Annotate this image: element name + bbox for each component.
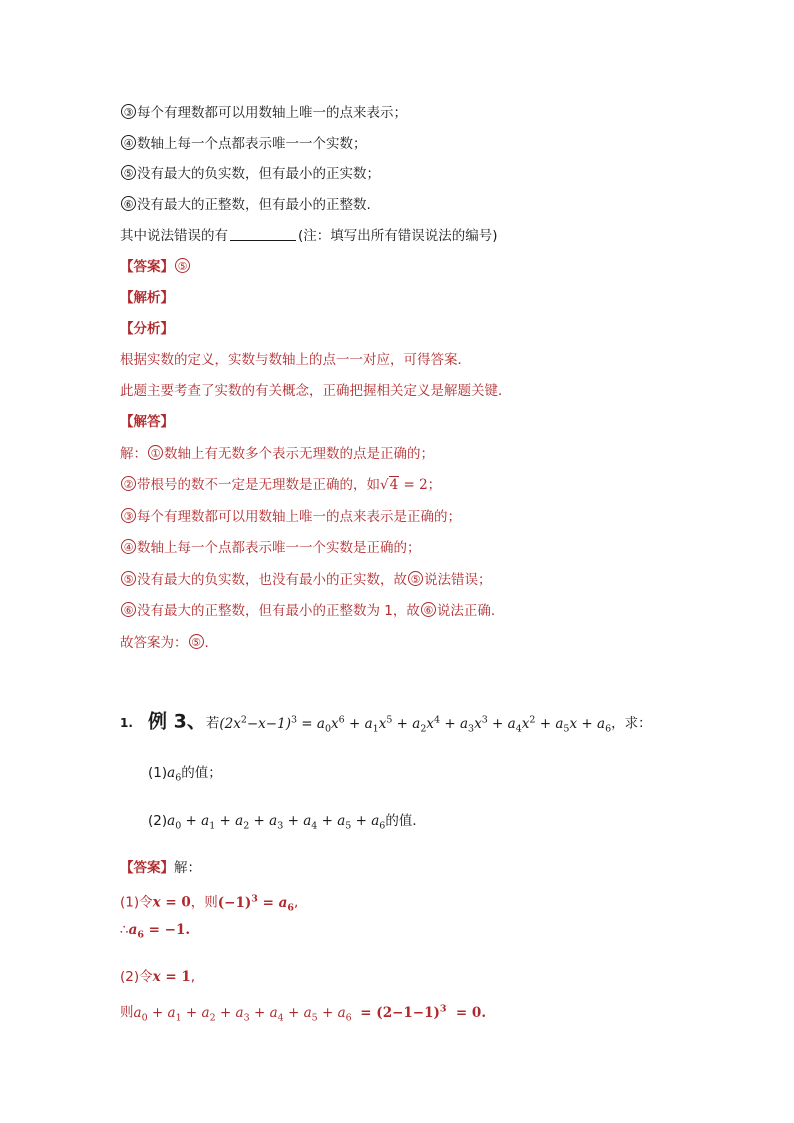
solution-line-5: ⑤ 没有最大的负实数，也没有最小的正实数，故 ⑤ 说法错误； (120, 570, 492, 590)
solution-line-2: ② 带根号的数不一定是无理数是正确的，如√4 = 2； (120, 475, 441, 495)
answer-blank (230, 226, 296, 241)
example-3-equation: $(2x^2-x-1)^3 = a_0x^6 + a_1x^5 + a_2x^4 + a_3x^3 + a_4x^2 + a_5x + a_6$ (219, 714, 612, 735)
sqrt-radicand: 4 (389, 477, 399, 493)
answer-2-line-4: 则$a_0 + a_1 + a_2 + a_3 + a_4 + a_5 + a_6 = (2-1-1)^3 = 0$. (120, 1003, 487, 1024)
statement-6: ⑥ 没有最大的正整数，但有最小的正整数. (120, 195, 371, 215)
answer-2-line-1: (1)令x = 0，则$(-1)^3 = a_6$, (120, 893, 299, 914)
question-number: 1. (120, 716, 133, 730)
solution-line-4: ④ 数轴上每一个点都表示唯一一个实数是正确的； (120, 538, 421, 558)
question-line: 其中说法错误的有 (注：填写出所有错误说法的编号) (120, 228, 498, 244)
fenxi-label: 【分析】 (120, 321, 174, 337)
example-3-line: 例 3、若$(2x^2-x-1)^3 = a_0x^6 + a_1x^5 + a_2x^4 + a_3x^3 + a_4x^2 + a_5x + a_6$，求： (148, 710, 652, 735)
fenxi-line-1: 根据实数的定义，实数与数轴上的点一一对应，可得答案． (120, 352, 471, 368)
statement-5: ⑤ 没有最大的负实数，但有最小的正实数； (120, 164, 380, 184)
fenxi-line-2: 此题主要考查了实数的有关概念，正确把握相关定义是解题关键． (120, 383, 512, 399)
answer-2-header: 【答案】解： (120, 860, 201, 876)
jieda-label: 【解答】 (120, 414, 174, 430)
example-3-part-1: $(1)a_6$的值； (148, 765, 222, 784)
answer-row: 【答案】 ⑤ (120, 257, 191, 277)
statement-4: ④ 数轴上每一个点都表示唯一一个实数； (120, 134, 367, 154)
solution-line-3: ③ 每个有理数都可以用数轴上唯一的点来表示是正确的； (120, 507, 461, 527)
answer-2-line-3: (2)令x = 1, (120, 969, 196, 985)
analysis-label: 【解析】 (120, 290, 174, 306)
statement-3: ③ 每个有理数都可以用数轴上唯一的点来表示； (120, 103, 407, 123)
answer-2-line-2: $\therefore a_6 = -1$. (120, 922, 191, 941)
solution-line-6: ⑥ 没有最大的正整数，但有最小的正整数为 1，故 ⑥ 说法正确． (120, 601, 504, 621)
solution-line-7: 故答案为： ⑤ . (120, 635, 209, 651)
example-3-part-2: $(2)a_0 + a_1 + a_2 + a_3 + a_4 + a_5 + a_6$的值． (148, 813, 426, 832)
solution-line-1: 解： ① 数轴上有无数多个表示无理数的点是正确的； (120, 446, 434, 462)
